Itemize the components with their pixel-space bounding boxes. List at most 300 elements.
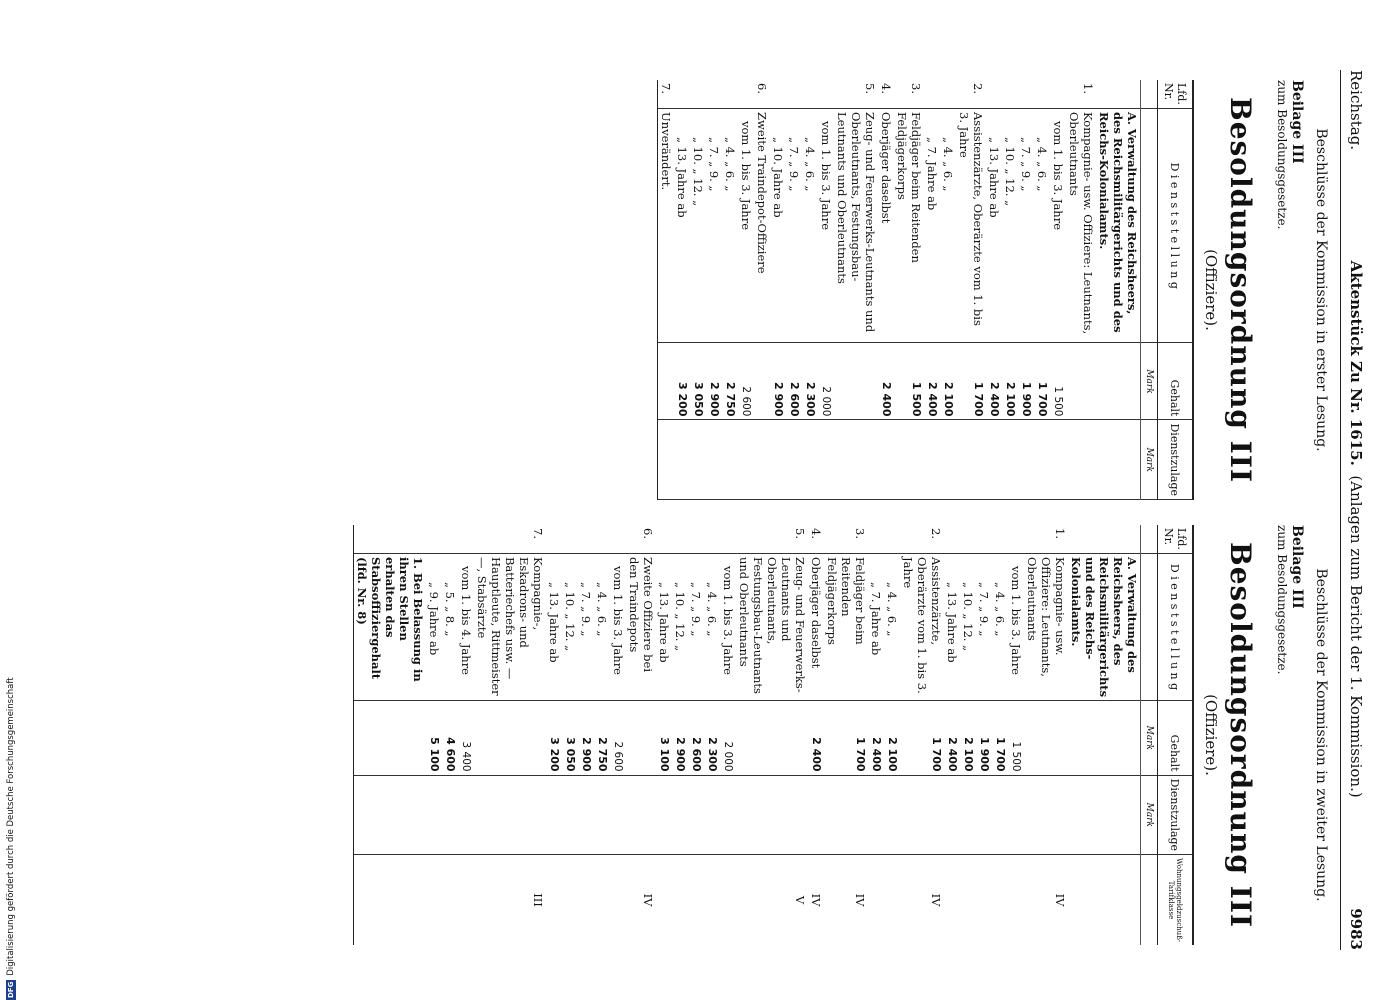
beilage-label: Beilage III	[1289, 525, 1305, 609]
row-dienstzulage	[868, 775, 884, 855]
table-row	[808, 525, 824, 945]
row-dienstzulage	[1068, 775, 1141, 855]
row-number: 3.	[909, 83, 923, 94]
row-gehalt: 2 900	[578, 701, 594, 775]
row-dienstzulage	[786, 420, 802, 500]
row-gehalt: 2 000	[720, 701, 736, 775]
ordnung-subtitle: (Offiziere).	[1202, 249, 1220, 331]
row-dienstzulage	[722, 420, 738, 500]
col-header-dienststellung: D i e n s t s t e l l u n g	[1158, 109, 1194, 343]
table-row	[824, 525, 868, 945]
table-row	[738, 80, 754, 500]
row-number	[578, 525, 594, 553]
row-gehalt	[354, 701, 426, 775]
table-row	[878, 80, 894, 500]
row-dienstzulage	[1050, 420, 1066, 500]
row-number	[924, 80, 940, 109]
beilage-subtitle: zum Besoldungsgesetze.	[1275, 80, 1289, 230]
row-number	[1018, 80, 1034, 109]
row-tarifklasse: IV	[641, 893, 655, 907]
unit-zulage: Mark	[1141, 775, 1158, 855]
table-row	[894, 80, 924, 500]
row-number	[720, 525, 736, 553]
table-header-row	[1158, 80, 1194, 500]
row-dienstzulage	[754, 420, 770, 500]
row-number	[1096, 80, 1141, 109]
row-dienststellung: „ 4. „ 6. „	[1034, 109, 1050, 343]
row-dienstzulage	[992, 775, 1008, 855]
row-tarifklasse	[992, 855, 1008, 945]
row-dienststellung: Zeug- und Feuerwerks-Leutnants und Oberleutnants, Festungsbau-Leutnants und Oberleutnants	[834, 109, 878, 343]
row-tarifklasse	[884, 855, 900, 945]
table-row	[706, 80, 722, 500]
table-row	[960, 525, 976, 945]
row-number: 4.	[879, 83, 893, 94]
row-dienststellung: Zeug- und Feuerwerks-Leutnants und Oberleutnants, Festungsbau-Leutnants und Oberleutnants	[736, 553, 808, 700]
row-dienststellung: „ 4. „ 6. „	[594, 553, 610, 700]
row-gehalt: 2 400	[986, 343, 1002, 420]
row-dienststellung: „ 7. „ 9. „	[688, 553, 704, 700]
table-row	[1050, 80, 1066, 500]
row-dienststellung: „ 4. „ 6. „	[704, 553, 720, 700]
row-number	[704, 525, 720, 553]
row-dienststellung: „ 10. „ 12. „	[1002, 109, 1018, 343]
table-row	[704, 525, 720, 945]
row-dienstzulage	[690, 420, 706, 500]
row-number: 7.	[531, 528, 545, 539]
ordnung-subtitle: (Offiziere).	[1202, 694, 1220, 776]
row-gehalt: 1 700	[900, 701, 944, 775]
row-number	[960, 525, 976, 553]
ordnung-title: Besoldungsordnung III	[1224, 542, 1257, 928]
table-row	[944, 525, 960, 945]
row-number	[976, 525, 992, 553]
row-dienststellung: „ 5. „ 8. „	[442, 553, 458, 700]
row-gehalt: 1 700	[956, 343, 986, 420]
row-number	[594, 525, 610, 553]
row-dienstzulage	[658, 420, 674, 500]
row-dienstzulage	[944, 775, 960, 855]
row-tarifklasse	[976, 855, 992, 945]
besoldung-table	[658, 80, 1194, 500]
footer-text: Digitalisierung gefördert durch die Deutsche Forschungsgemeinschaft	[6, 677, 16, 976]
table-row	[672, 525, 688, 945]
table-row	[786, 80, 802, 500]
row-number	[770, 80, 786, 109]
besoldung-table	[354, 525, 1194, 945]
row-gehalt: 1 500	[1008, 701, 1024, 775]
table-row	[802, 80, 818, 500]
row-dienststellung: Feldjäger beim Reitenden Feldjägerkorps	[824, 553, 868, 700]
row-dienststellung: „ 13. Jahre ab	[546, 553, 562, 700]
row-dienststellung: „ 7. „ 9. „	[578, 553, 594, 700]
row-dienststellung: „ 13. Jahre ab	[986, 109, 1002, 343]
beilage-label: Beilage III	[1289, 80, 1305, 164]
row-dienststellung: 1. Bei Belassung in ihren Stellen erhalten das Stabsoffiziergehalt (lfd. Nr. 8)	[354, 553, 426, 700]
row-number: 5.	[863, 83, 877, 94]
row-gehalt	[1096, 343, 1141, 420]
row-number	[426, 525, 442, 553]
row-tarifklasse	[442, 855, 458, 945]
unit-gehalt: Mark	[1141, 343, 1158, 420]
row-dienstzulage	[1002, 420, 1018, 500]
row-gehalt: 2 300	[704, 701, 720, 775]
row-dienststellung: „ 7. „ 9. „	[1018, 109, 1034, 343]
row-dienstzulage	[474, 775, 546, 855]
table-row	[674, 80, 690, 500]
row-dienstzulage	[354, 775, 426, 855]
row-dienstzulage	[1008, 775, 1024, 855]
row-dienststellung: „ 13. Jahre ab	[656, 553, 672, 700]
row-dienststellung: vom 1. bis 3. Jahre	[738, 109, 754, 343]
digitization-footer	[0, 0, 22, 1000]
table-row	[426, 525, 442, 945]
col-header-tarifklasse: Wohnungsgeldzuschuß-Tarifklasse	[1158, 855, 1194, 945]
table-row	[1066, 80, 1096, 500]
row-dienststellung: Assistenzärzte, Oberärzte vom 1. bis 3. Jahre	[900, 553, 944, 700]
table-row	[610, 525, 626, 945]
row-dienststellung: A. Verwaltung des Reichsheers, des Reichsmilitärgerichts und des Reichs-Kolonialamts.	[1096, 109, 1141, 343]
row-dienstzulage	[426, 775, 442, 855]
row-gehalt	[474, 701, 546, 775]
row-number	[706, 80, 722, 109]
row-number	[1002, 80, 1018, 109]
row-dienstzulage	[770, 420, 786, 500]
row-number	[722, 80, 738, 109]
table-row	[474, 525, 546, 945]
row-dienststellung: „ 4. „ 6. „	[940, 109, 956, 343]
row-tarifklasse: IV	[809, 893, 823, 907]
row-number: 3.	[853, 528, 867, 539]
unit-row	[1141, 525, 1158, 945]
row-number	[986, 80, 1002, 109]
row-gehalt	[1068, 701, 1141, 775]
row-dienstzulage	[956, 420, 986, 500]
row-dienstzulage	[960, 775, 976, 855]
col-header-dienstzulage: Dienstzulage	[1158, 420, 1194, 500]
table-bottom-rule	[353, 525, 354, 945]
row-dienstzulage	[824, 775, 868, 855]
row-number: 4.	[809, 528, 823, 539]
row-dienststellung: vom 1. bis 3. Jahre	[1008, 553, 1024, 700]
row-gehalt: 2 750	[722, 343, 738, 420]
row-dienstzulage	[1024, 775, 1068, 855]
table-row	[354, 525, 426, 945]
unit-zulage: Mark	[1141, 420, 1158, 500]
row-dienststellung: vom 1. bis 3. Jahre	[610, 553, 626, 700]
row-dienststellung: „ 10. „ 12. „	[562, 553, 578, 700]
row-dienststellung: „ 10. „ 12. „	[960, 553, 976, 700]
row-number	[442, 525, 458, 553]
table-row	[924, 80, 940, 500]
row-dienstzulage	[688, 775, 704, 855]
beschluss-heading: Beschlüsse der Kommission in erster Lesung.	[1313, 128, 1329, 452]
row-tarifklasse: IV	[853, 893, 867, 907]
row-tarifklasse	[688, 855, 704, 945]
table-row	[688, 525, 704, 945]
table-row	[900, 525, 944, 945]
beilage-subtitle: zum Besoldungsgesetze.	[1275, 525, 1289, 675]
table-row	[658, 80, 674, 500]
row-gehalt: 3 050	[690, 343, 706, 420]
row-dienstzulage	[884, 775, 900, 855]
table-row	[868, 525, 884, 945]
row-number: 7.	[659, 83, 673, 94]
row-tarifklasse	[656, 855, 672, 945]
row-number: 5.	[793, 528, 807, 539]
row-gehalt: 3 050	[562, 701, 578, 775]
row-tarifklasse: III	[531, 893, 545, 907]
row-gehalt: 2 600	[688, 701, 704, 775]
row-dienstzulage	[878, 420, 894, 500]
row-dienststellung: Zweite Offiziere bei den Traindepots	[626, 553, 656, 700]
unit-gehalt: Mark	[1141, 701, 1158, 775]
row-gehalt: 1 700	[1034, 343, 1050, 420]
row-gehalt: 2 400	[924, 343, 940, 420]
row-number	[1050, 80, 1066, 109]
row-number	[610, 525, 626, 553]
row-dienststellung: „ 4. „ 6. „	[992, 553, 1008, 700]
row-dienstzulage	[626, 775, 656, 855]
table-row	[1008, 525, 1024, 945]
row-tarifklasse	[354, 855, 426, 945]
table-row	[578, 525, 594, 945]
row-gehalt: 3 100	[656, 701, 672, 775]
row-dienstzulage	[940, 420, 956, 500]
row-tarifklasse	[960, 855, 976, 945]
row-dienststellung: vom 1. bis 3. Jahre	[818, 109, 834, 343]
row-number	[818, 80, 834, 109]
row-dienststellung: vom 1. bis 3. Jahre	[1050, 109, 1066, 343]
row-gehalt: 1 900	[1018, 343, 1034, 420]
row-tarifklasse	[720, 855, 736, 945]
row-gehalt: 2 900	[770, 343, 786, 420]
table-row	[722, 80, 738, 500]
row-gehalt: 2 400	[878, 343, 894, 420]
row-tarifklasse	[562, 855, 578, 945]
header-title-main: Aktenstück Zu Nr. 1615.	[1347, 260, 1365, 466]
row-tarifklasse: IV	[1053, 893, 1067, 907]
row-number: 6.	[641, 528, 655, 539]
row-number	[458, 525, 474, 553]
row-tarifklasse	[704, 855, 720, 945]
row-dienststellung: „ 10. „ 12. „	[690, 109, 706, 343]
row-gehalt: 2 900	[672, 701, 688, 775]
row-dienstzulage	[834, 420, 878, 500]
row-dienstzulage	[738, 420, 754, 500]
header-title	[1347, 150, 1365, 908]
row-dienststellung: Oberjäger daselbst	[808, 553, 824, 700]
row-gehalt: 2 100	[1002, 343, 1018, 420]
row-tarifklasse	[868, 855, 884, 945]
row-number: 2.	[929, 528, 943, 539]
col-header-gehalt: Gehalt	[1158, 701, 1194, 775]
row-gehalt	[736, 701, 808, 775]
row-dienststellung: Oberjäger daselbst	[878, 109, 894, 343]
table-bottom-rule	[657, 80, 658, 500]
row-gehalt: 2 300	[802, 343, 818, 420]
row-tarifklasse	[426, 855, 442, 945]
row-number	[738, 80, 754, 109]
row-dienstzulage	[1034, 420, 1050, 500]
table-row	[1002, 80, 1018, 500]
row-gehalt	[626, 701, 656, 775]
row-dienststellung: „ 4. „ 6. „	[884, 553, 900, 700]
table-row	[976, 525, 992, 945]
row-tarifklasse	[1068, 855, 1141, 945]
table-row	[992, 525, 1008, 945]
header-rule	[1340, 70, 1341, 950]
row-gehalt: 2 400	[808, 701, 824, 775]
row-number	[562, 525, 578, 553]
row-dienststellung: Kompagnie-, Eskadrons- und Batteriechefs usw. — Hauptleute, Rittmeister —, Stabsärzte	[474, 553, 546, 700]
table-row	[458, 525, 474, 945]
row-dienstzulage	[1096, 420, 1141, 500]
row-dienststellung: „ 7. Jahre ab	[868, 553, 884, 700]
row-number	[672, 525, 688, 553]
row-dienstzulage	[1018, 420, 1034, 500]
table-row	[626, 525, 656, 945]
table-row	[834, 80, 878, 500]
row-tarifklasse: IV	[929, 893, 943, 907]
row-dienstzulage	[704, 775, 720, 855]
table-row	[986, 80, 1002, 500]
col-header-gehalt: Gehalt	[1158, 343, 1194, 420]
row-number	[688, 525, 704, 553]
row-dienstzulage	[894, 420, 924, 500]
row-gehalt: 2 600	[738, 343, 754, 420]
row-number: 1.	[1081, 83, 1095, 94]
dfg-logo: DFG	[7, 981, 15, 998]
row-dienstzulage	[900, 775, 944, 855]
row-number: 2.	[971, 83, 985, 94]
row-dienstzulage	[562, 775, 578, 855]
row-gehalt: 2 600	[610, 701, 626, 775]
row-dienstzulage	[442, 775, 458, 855]
row-dienstzulage	[802, 420, 818, 500]
row-number: 1.	[1053, 528, 1067, 539]
row-gehalt: 3 200	[674, 343, 690, 420]
row-gehalt: 2 400	[868, 701, 884, 775]
row-dienstzulage	[1066, 420, 1096, 500]
table-row	[1068, 525, 1141, 945]
row-tarifklasse	[610, 855, 626, 945]
table-row	[736, 525, 808, 945]
row-dienstzulage	[546, 775, 562, 855]
row-dienstzulage	[578, 775, 594, 855]
row-dienstzulage	[706, 420, 722, 500]
row-dienststellung: „ 10. Jahre ab	[770, 109, 786, 343]
table-row	[720, 525, 736, 945]
row-gehalt: 1 900	[976, 701, 992, 775]
row-gehalt: 1 500	[1050, 343, 1066, 420]
row-dienstzulage	[736, 775, 808, 855]
row-dienststellung: „ 7. Jahre ab	[924, 109, 940, 343]
row-tarifklasse: V	[793, 895, 807, 905]
row-tarifklasse	[578, 855, 594, 945]
row-gehalt: 1 700	[824, 701, 868, 775]
row-number: 6.	[755, 83, 769, 94]
row-dienstzulage	[656, 775, 672, 855]
row-dienststellung: „ 13. Jahre ab	[674, 109, 690, 343]
table-row	[546, 525, 562, 945]
ordnung-title: Besoldungsordnung III	[1224, 97, 1257, 483]
row-dienstzulage	[720, 775, 736, 855]
row-gehalt: 2 750	[594, 701, 610, 775]
row-gehalt: 3 200	[546, 701, 562, 775]
table-row	[940, 80, 956, 500]
row-tarifklasse	[546, 855, 562, 945]
row-tarifklasse	[594, 855, 610, 945]
unit-row	[1141, 80, 1158, 500]
table-row	[1096, 80, 1141, 500]
table-row	[770, 80, 786, 500]
beschluss-heading: Beschlüsse der Kommission in zweiter Lesung.	[1313, 568, 1329, 902]
row-number	[354, 525, 426, 553]
row-gehalt: 2 400	[944, 701, 960, 775]
row-dienstzulage	[976, 775, 992, 855]
table-row	[1024, 525, 1068, 945]
row-gehalt: 5 100	[426, 701, 442, 775]
row-dienststellung: Kompagnie- usw. Offiziere: Leutnants, Oberleutnants	[1066, 109, 1096, 343]
table-row	[656, 525, 672, 945]
row-number	[1008, 525, 1024, 553]
table-row	[442, 525, 458, 945]
row-dienststellung: „ 4. „ 6. „	[722, 109, 738, 343]
page-number: 9983	[1347, 908, 1365, 950]
row-gehalt	[1066, 343, 1096, 420]
row-number	[940, 80, 956, 109]
column-first-reading	[53, 80, 1333, 500]
page-header	[1347, 70, 1365, 950]
col-header-dienststellung: D i e n s t s t e l l u n g	[1158, 553, 1194, 700]
row-dienststellung: „ 10. „ 12. „	[672, 553, 688, 700]
row-gehalt: 2 100	[960, 701, 976, 775]
row-number	[868, 525, 884, 553]
row-dienststellung: „ 7. „ 9. „	[706, 109, 722, 343]
row-number	[690, 80, 706, 109]
row-gehalt	[834, 343, 878, 420]
row-number	[656, 525, 672, 553]
row-number	[546, 525, 562, 553]
row-tarifklasse	[458, 855, 474, 945]
row-dienststellung: Kompagnie- usw. Offiziere: Leutnants, Oberleutnants	[1024, 553, 1068, 700]
row-number	[1068, 525, 1141, 553]
table-row	[956, 80, 986, 500]
row-dienststellung: A. Verwaltung des Reichsheers, des Reichsmilitärgerichts und des Reichs-Kolonialamts.	[1068, 553, 1141, 700]
row-dienststellung: „ 13. Jahre ab	[944, 553, 960, 700]
row-dienststellung: „ 4. „ 6. „	[802, 109, 818, 343]
col-header-lfd: Lfd. Nr.	[1158, 80, 1194, 109]
table-row	[1018, 80, 1034, 500]
row-dienstzulage	[674, 420, 690, 500]
row-dienstzulage	[672, 775, 688, 855]
row-dienststellung: Assistenzärzte, Oberärzte vom 1. bis 3. Jahre	[956, 109, 986, 343]
row-dienstzulage	[808, 775, 824, 855]
table-row	[818, 80, 834, 500]
row-number	[786, 80, 802, 109]
table-row	[594, 525, 610, 945]
row-gehalt: 1 700	[992, 701, 1008, 775]
row-dienststellung: „ 9. Jahre ab	[426, 553, 442, 700]
row-tarifklasse	[672, 855, 688, 945]
row-gehalt: 2 100	[884, 701, 900, 775]
row-gehalt: 2 100	[940, 343, 956, 420]
table-header-row	[1158, 525, 1194, 945]
row-dienstzulage	[610, 775, 626, 855]
table-row	[690, 80, 706, 500]
row-dienstzulage	[986, 420, 1002, 500]
